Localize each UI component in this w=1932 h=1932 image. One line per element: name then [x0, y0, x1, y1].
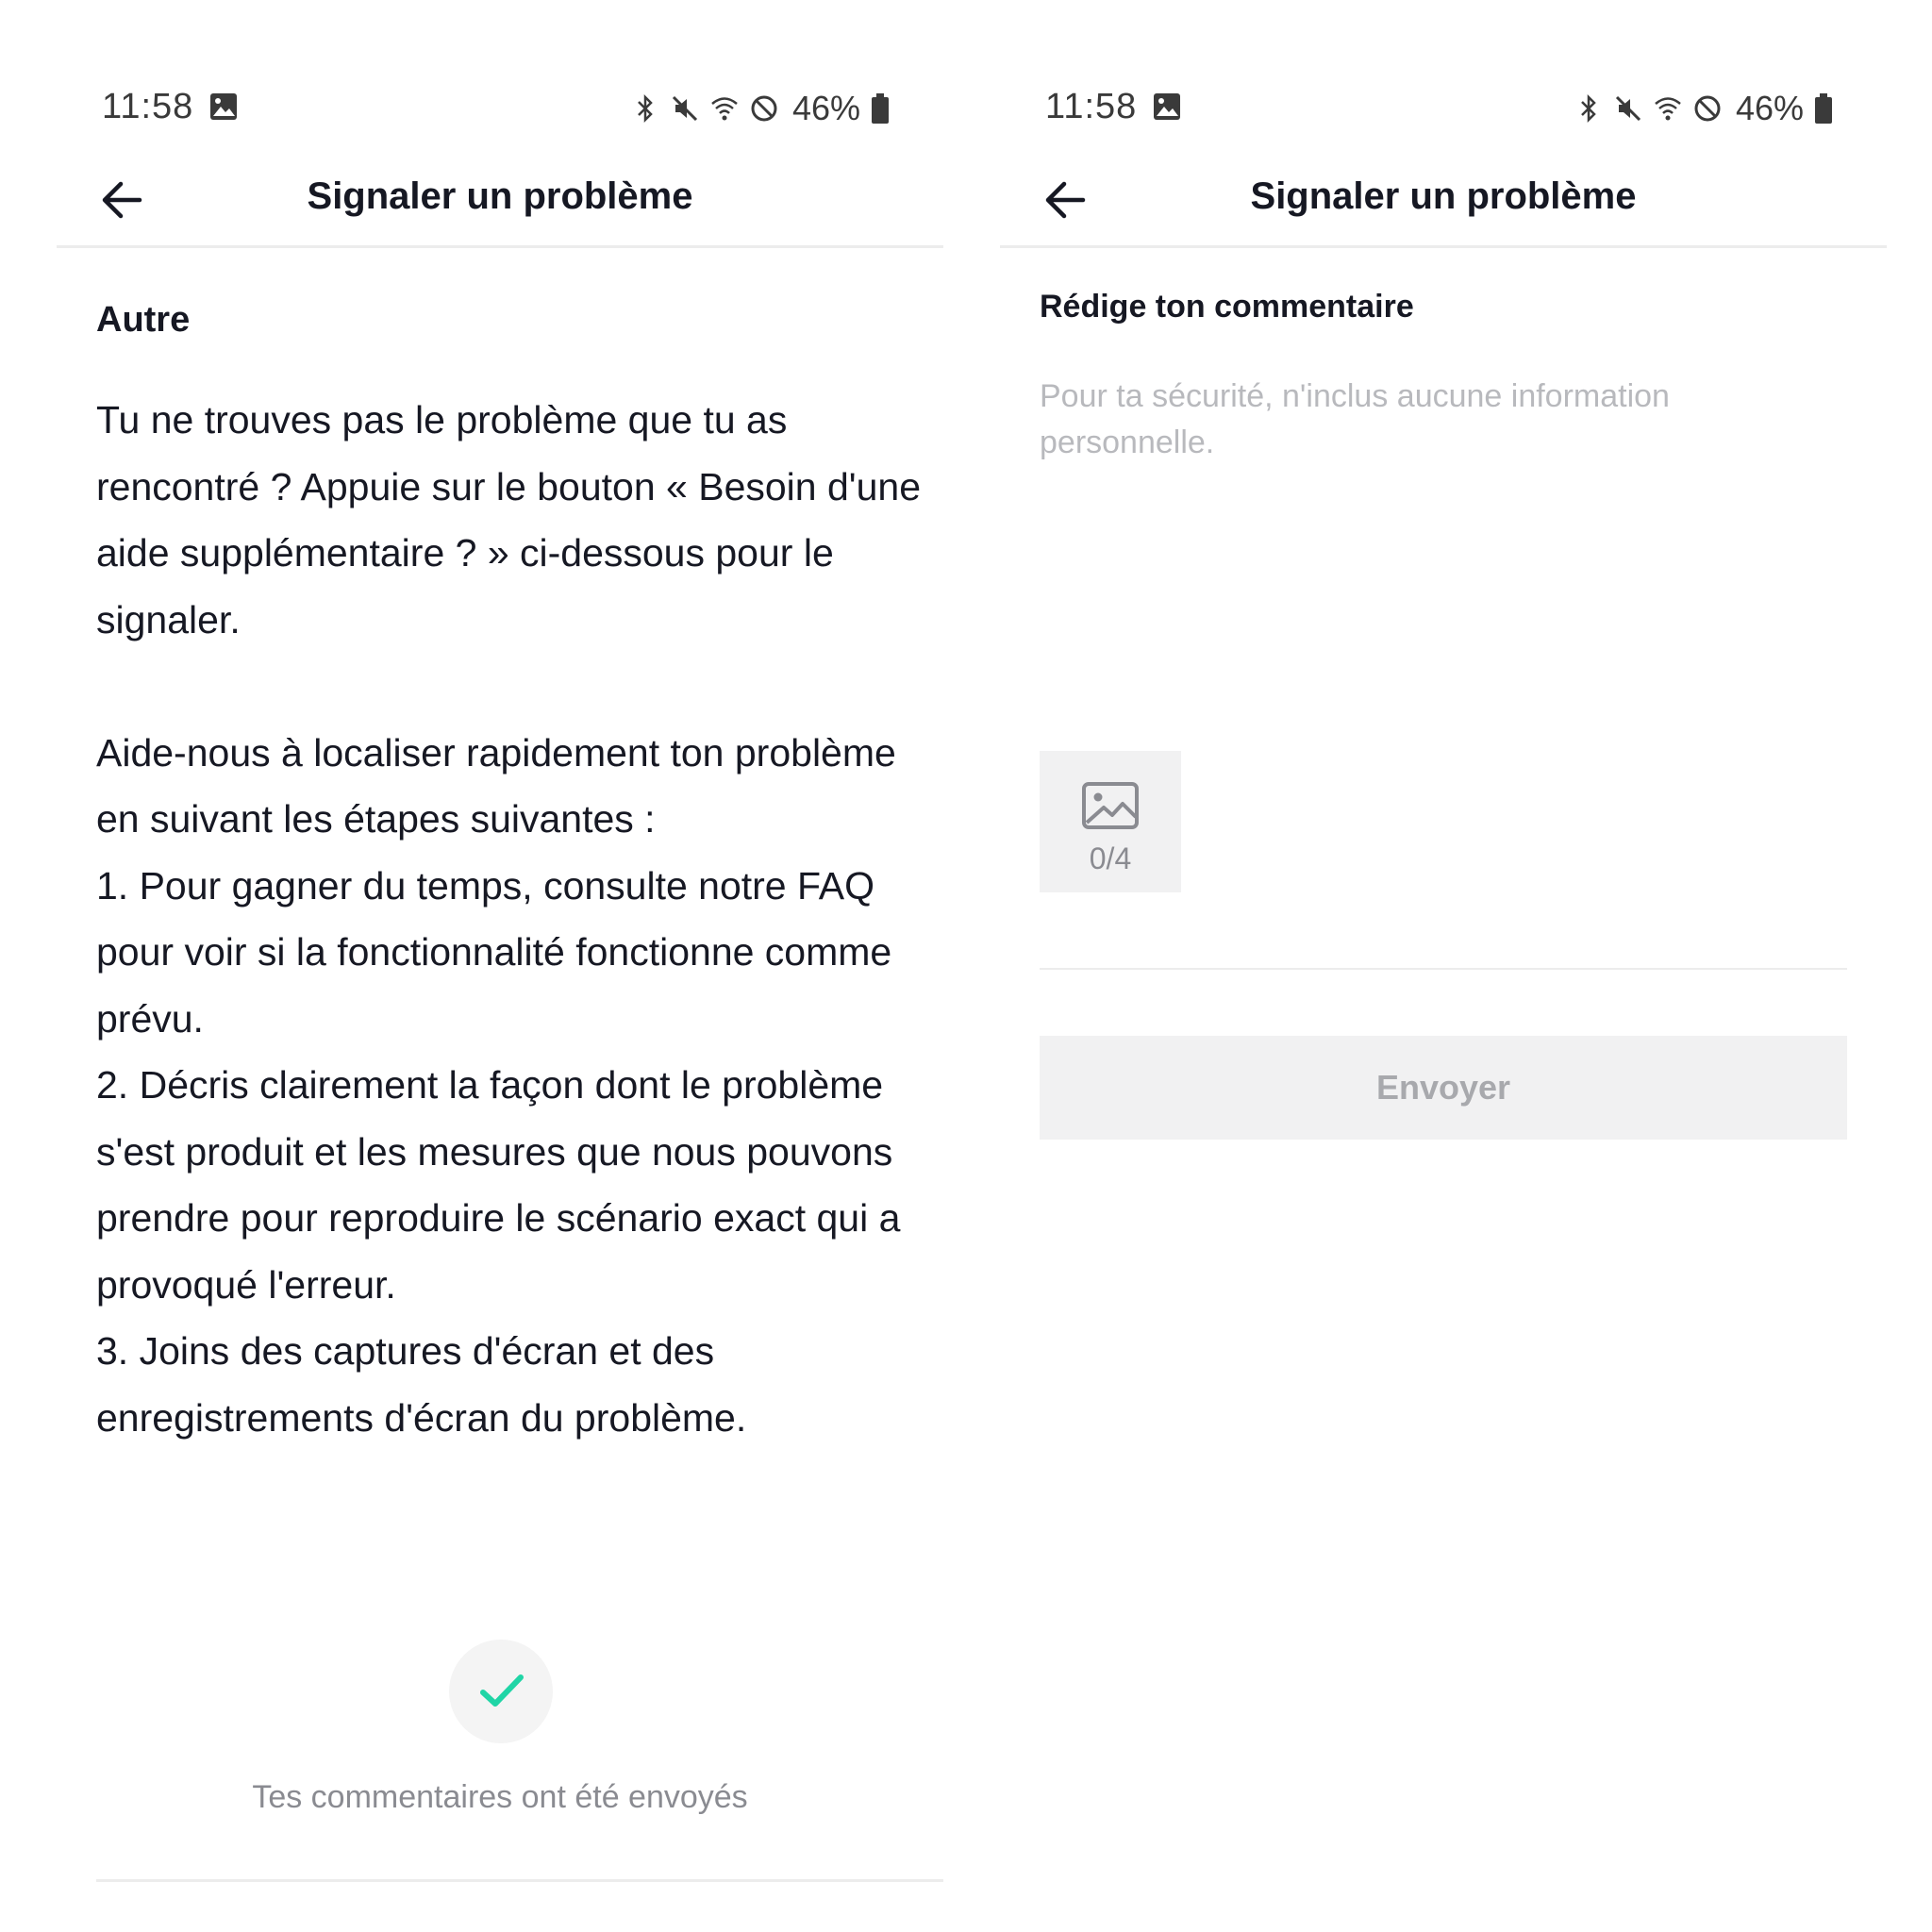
battery-percent: 46% [1736, 89, 1805, 127]
battery-icon [872, 93, 889, 124]
status-bar [1045, 83, 1849, 134]
nav-bar [57, 160, 943, 248]
system-icons [1574, 89, 1832, 127]
image-upload-button[interactable] [1040, 751, 1181, 892]
battery-percent: 46% [792, 89, 861, 127]
section-heading: Autre [96, 300, 191, 340]
battery-icon [1815, 93, 1832, 124]
send-button[interactable]: Envoyer [1040, 1036, 1847, 1140]
image-upload-icon [1081, 781, 1140, 830]
wifi-icon [1653, 93, 1683, 124]
image-notification-icon [1153, 92, 1181, 121]
status-time: 11:58 [102, 87, 194, 126]
comment-field[interactable] [1040, 374, 1794, 732]
divider [1040, 968, 1847, 970]
nav-bar [1000, 160, 1887, 248]
mute-icon [1613, 93, 1643, 124]
divider [96, 1879, 943, 1882]
bluetooth-icon [1574, 93, 1604, 124]
help-text [96, 387, 926, 1451]
mute-icon [670, 93, 700, 124]
bluetooth-icon [630, 93, 660, 124]
page-title: Signaler un problème [1250, 175, 1637, 217]
help-paragraph-intro: Tu ne trouves pas le problème que tu as rencontré ? Appuie sur le bouton « Besoin d'une aide supplémentaire ? » ci-dessous pour le signaler. [96, 398, 922, 641]
do-not-disturb-icon [749, 93, 779, 124]
success-badge [449, 1640, 553, 1743]
upload-count: 0/4 [1089, 841, 1132, 875]
system-icons [630, 89, 889, 127]
help-paragraph-steps: Aide-nous à localiser rapidement ton problème en suivant les étapes suivantes : 1. Pour gagner du temps, consulte notre FAQ pour voir si la fonctionnalité fonctionne comme prévu. 2. Décris clairement la façon dont le problème s'est produit et les mesures que nous pouvons prendre pour reproduire le scénario exact qui a provoqué l'erreur. 3. Joins des captures d'écran et des enregistrements d'écran du problème. [96, 730, 901, 1440]
comment-label: Rédige ton commentaire [1040, 289, 1414, 325]
confirmation-text: Tes commentaires ont été envoyés [252, 1779, 748, 1815]
status-time: 11:58 [1045, 87, 1138, 126]
page-title: Signaler un problème [307, 175, 693, 217]
do-not-disturb-icon [1692, 93, 1723, 124]
wifi-icon [709, 93, 740, 124]
right-screen [943, 0, 1909, 1932]
checkmark-icon [479, 1672, 525, 1711]
status-bar [102, 83, 906, 134]
image-notification-icon [209, 92, 238, 121]
